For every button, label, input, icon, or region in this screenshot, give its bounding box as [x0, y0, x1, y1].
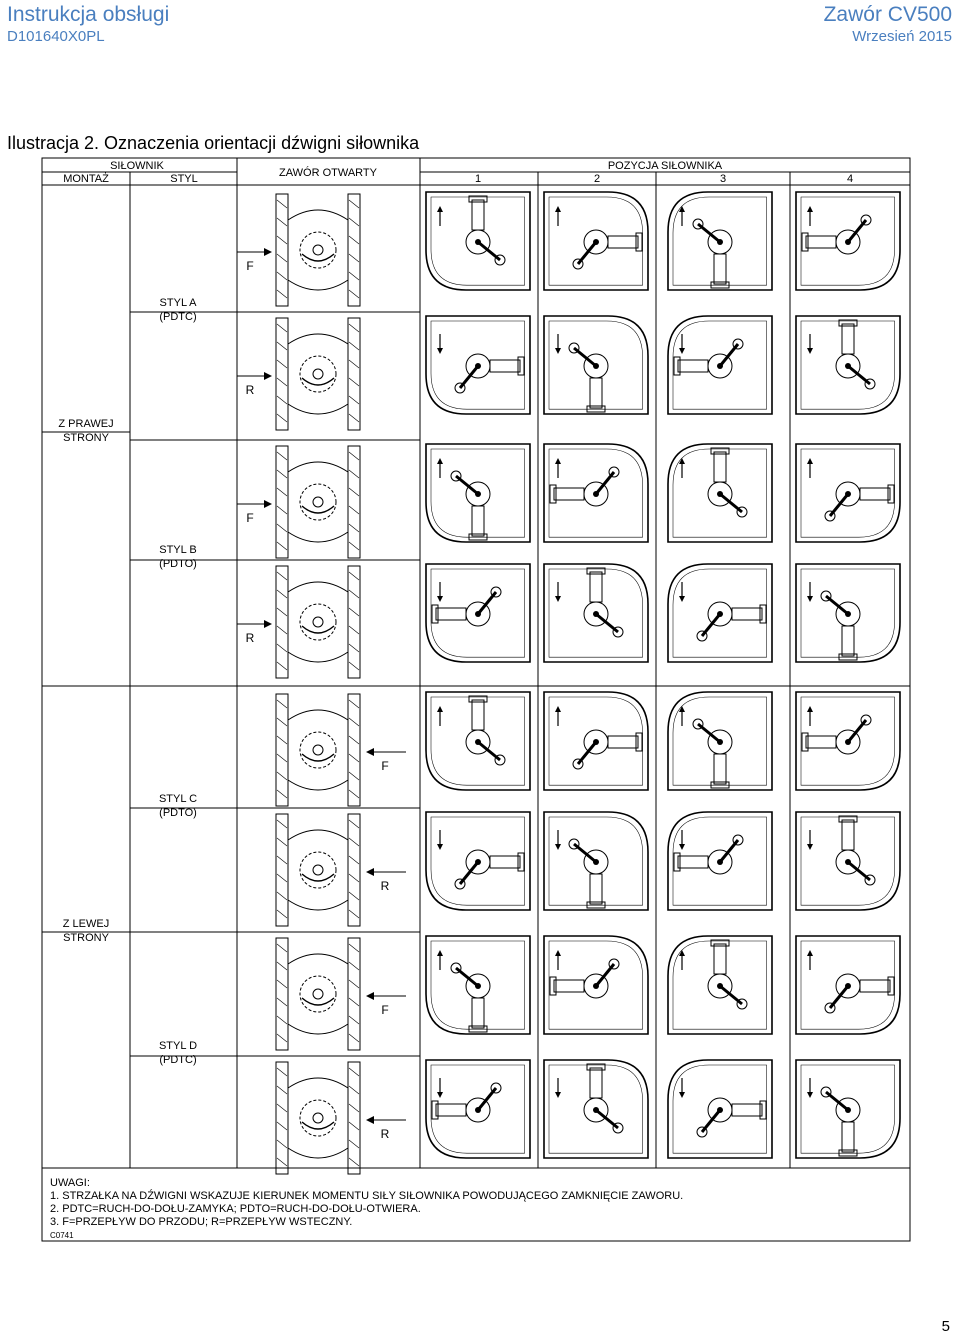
actuator-drawing [796, 564, 900, 662]
hdr-pos-2: 2 [593, 173, 601, 185]
figure-title: Ilustracja 2. Oznaczenia orientacji dźwigni siłownika [7, 133, 420, 153]
valve-drawing [276, 938, 406, 1050]
actuator-drawing [426, 812, 530, 910]
flow-label: F [381, 759, 389, 773]
flow-label: R [245, 631, 255, 645]
valve-drawing [276, 1062, 406, 1174]
actuator-drawing [426, 936, 530, 1034]
actuator-drawing [426, 692, 530, 790]
actuator-drawing [426, 444, 530, 542]
style-d-type: (PDTC) [159, 1054, 197, 1066]
page-number: 5 [941, 1318, 950, 1335]
valve-drawing [276, 814, 406, 926]
actuator-drawing [796, 192, 900, 290]
flow-label: R [380, 879, 390, 893]
flow-label: F [246, 511, 254, 525]
hdr-pos-4: 4 [846, 173, 854, 185]
style-b-name: STYL B [159, 544, 197, 556]
actuator-drawing [668, 316, 772, 414]
hdr-position: POZYCJA SIŁOWNIKA [607, 160, 723, 172]
valve-drawing [237, 566, 360, 678]
actuator-drawing [426, 1060, 530, 1158]
product-name: Zawór CV500 [823, 3, 952, 26]
actuator-drawing [668, 812, 772, 910]
hdr-pos-3: 3 [719, 173, 727, 185]
style-d-name: STYL D [158, 1040, 198, 1052]
actuator-drawing [544, 812, 648, 910]
style-c-type: (PDTO) [159, 807, 197, 819]
actuator-drawing [796, 444, 900, 542]
actuator-drawing [668, 936, 772, 1034]
actuator-drawing [544, 936, 648, 1034]
actuator-drawing [544, 564, 648, 662]
actuator-drawing [426, 316, 530, 414]
actuator-drawing [668, 564, 772, 662]
hdr-pos-1: 1 [474, 173, 482, 185]
doc-title: Instrukcja obsługi [7, 3, 170, 26]
flow-label: R [380, 1127, 390, 1141]
actuator-drawing [544, 316, 648, 414]
actuator-drawing [426, 564, 530, 662]
actuator-drawing [544, 192, 648, 290]
actuator-drawing [544, 692, 648, 790]
notes-title: UWAGI: [50, 1177, 90, 1189]
actuator-drawing [426, 192, 530, 290]
actuator-drawing [668, 1060, 772, 1158]
hdr-style: STYL [170, 173, 198, 185]
actuator-drawing [668, 192, 772, 290]
flow-label: F [246, 259, 254, 273]
actuator-drawing [544, 444, 648, 542]
style-a-type: (PDTC) [159, 311, 197, 323]
actuator-drawing [796, 692, 900, 790]
style-c-name: STYL C [158, 793, 198, 805]
note-3: 3. F=PRZEPŁYW DO PRZODU; R=PRZEPŁYW WSTECZNY. [50, 1216, 353, 1228]
flow-label: F [381, 1003, 389, 1017]
hdr-mounting: MONTAŻ [63, 173, 109, 185]
valve-drawing [237, 194, 360, 306]
hdr-actuator: SIŁOWNIK [110, 160, 164, 172]
note-1: 1. STRZAŁKA NA DŹWIGNI WSKAZUJE KIERUNEK MOMENTU SIŁY SIŁOWNIKA POWODUJĄCEGO ZAMKNIĘCIE ZAWORU. [50, 1190, 684, 1202]
doc-date: Wrzesień 2015 [852, 28, 952, 45]
actuator-drawing [796, 1060, 900, 1158]
mount-right-2: STRONY [63, 432, 109, 444]
doc-code: D101640X0PL [7, 28, 105, 45]
actuator-drawing [796, 812, 900, 910]
mount-right-1: Z PRAWEJ [58, 418, 114, 430]
mount-left-2: STRONY [63, 932, 109, 944]
style-b-type: (PDTO) [159, 558, 197, 570]
valve-drawing [237, 446, 360, 558]
flow-label: R [245, 383, 255, 397]
actuator-drawing [668, 444, 772, 542]
valve-drawing [276, 694, 406, 806]
actuator-drawing [544, 1060, 648, 1158]
actuator-drawing [796, 316, 900, 414]
actuator-drawing [796, 936, 900, 1034]
mount-left-1: Z LEWEJ [62, 918, 110, 930]
style-a-name: STYL A [159, 297, 197, 309]
note-2: 2. PDTC=RUCH-DO-DOŁU-ZAMYKA; PDTO=RUCH-DO-DOŁU-OTWIERA. [50, 1203, 421, 1215]
hdr-valve-open: ZAWÓR OTWARTY [279, 167, 377, 179]
actuator-drawing [668, 692, 772, 790]
valve-drawing [237, 318, 360, 430]
figure-code: C0741 [50, 1231, 74, 1240]
